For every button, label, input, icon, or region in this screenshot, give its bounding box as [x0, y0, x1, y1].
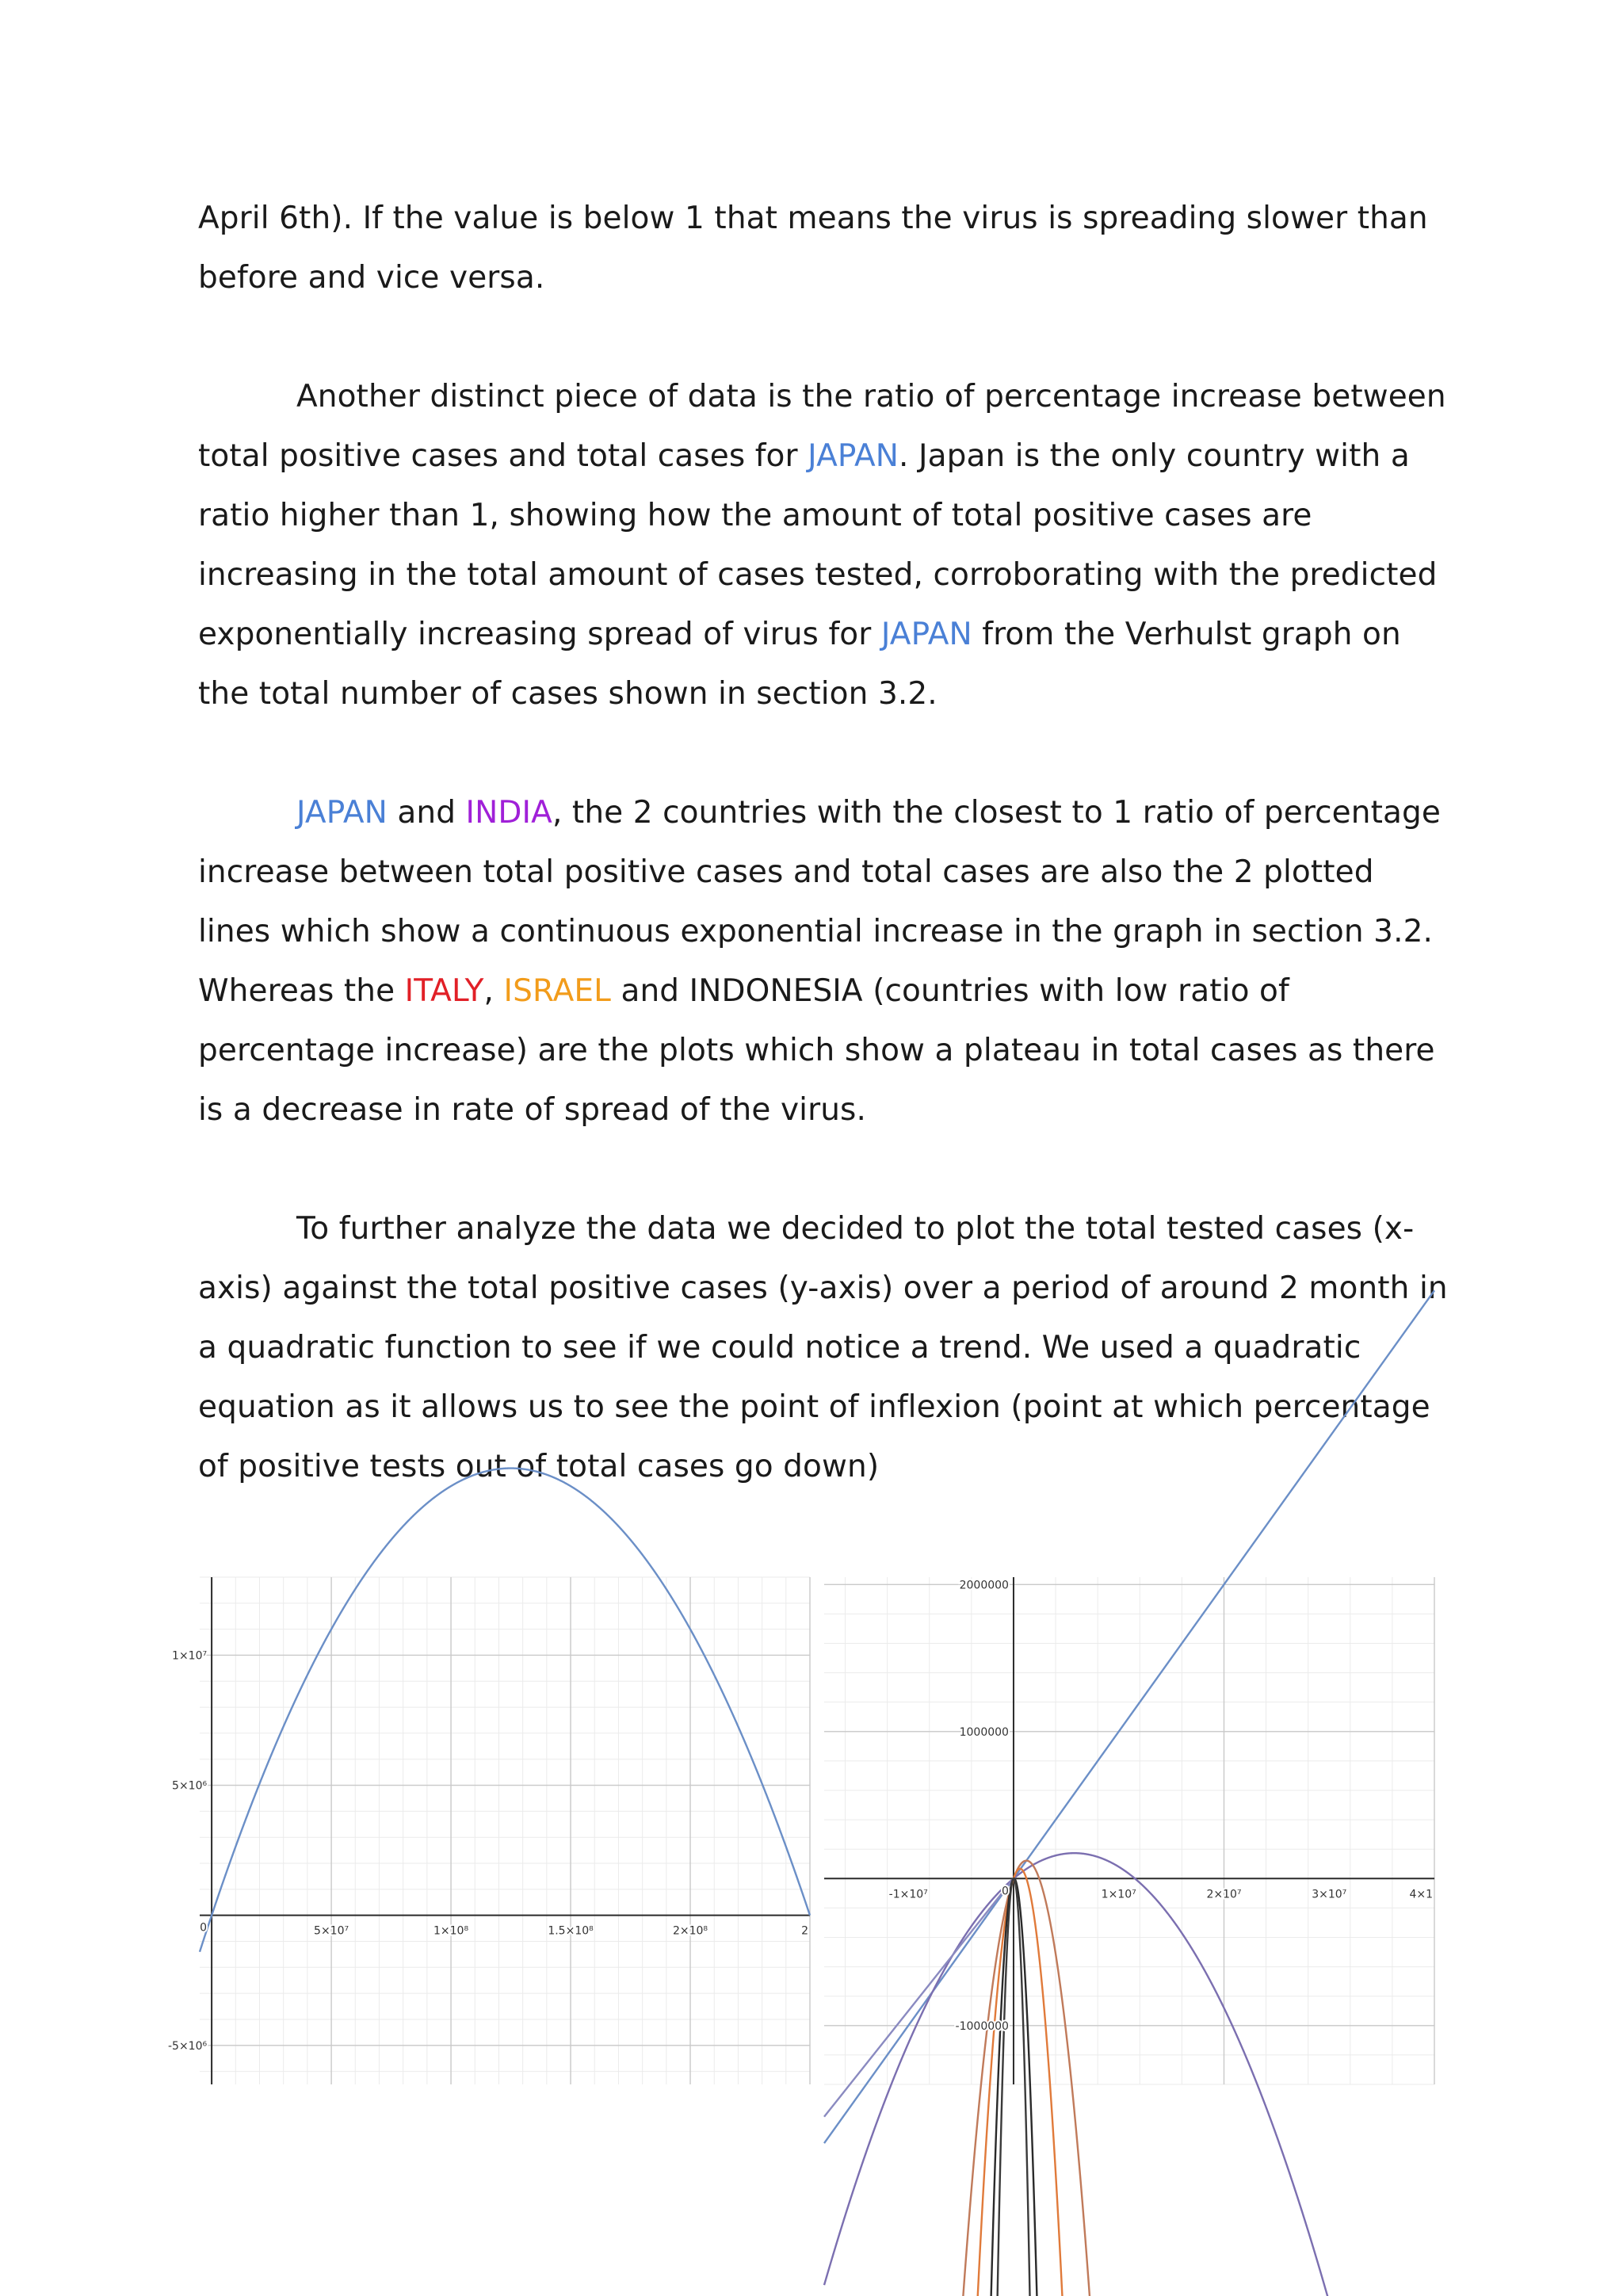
tick-label: 2 — [801, 1924, 808, 1938]
text-segment: ISRAEL — [503, 973, 611, 1009]
tick-label: 2000000 — [959, 1579, 1009, 1592]
plot-background — [824, 1577, 1434, 2084]
paragraph-4-text — [198, 1199, 1450, 1496]
paragraph-4 — [198, 1199, 1450, 1496]
paragraph-2 — [198, 367, 1450, 724]
tick-label: 1000000 — [959, 1725, 1009, 1739]
tick-label: 1×10⁷ — [1101, 1888, 1136, 1901]
tick-label: -1000000 — [955, 2019, 1009, 2033]
text-segment: Another distinct piece of data is the ratio of percentage increase between total positive cases and total cases for — [198, 379, 1446, 474]
tick-label: 0 — [200, 1921, 208, 1935]
text-segment: INDIA — [465, 795, 552, 831]
tick-label: 2×10⁸ — [672, 1924, 708, 1938]
paragraph-2-text — [198, 367, 1450, 724]
text-segment: April 6th). If the value is below 1 that means the virus is spreading slower than before and vice versa. — [198, 201, 1428, 296]
tick-label: -5×10⁶ — [167, 2039, 208, 2053]
left-graph-svg — [167, 1577, 810, 2084]
plot-background — [200, 1577, 810, 2084]
text-segment: and — [387, 795, 466, 831]
tick-label: 5×10⁷ — [314, 1924, 349, 1938]
paragraph-1-text — [198, 189, 1450, 308]
text-segment: , — [483, 973, 504, 1009]
tick-label: 2×10⁷ — [1206, 1888, 1242, 1901]
text-segment: JAPAN — [808, 438, 899, 474]
tick-label: 1×10⁷ — [172, 1649, 208, 1663]
text-segment: . Japan is the only country with a ratio higher than 1, showing how the amount of total positive cases are increasing in the total amount of cases tested, corroborating with the predicted exponentially increasing spread of virus for — [198, 438, 1438, 652]
right-graph-svg — [824, 1577, 1434, 2084]
paragraph-3 — [198, 783, 1450, 1140]
right-graph — [824, 1577, 1434, 2084]
text-segment: JAPAN — [296, 795, 388, 831]
text-segment: To further analyze the data we decided to plot the total tested cases (x-axis) against the total positive cases (y-axis) over a period of around 2 month in a quadratic function to see if we could notice a trend. We used a quadratic equation as it allows us to see the point of inflexion (point at which percentage of positive tests out of total cases go down) — [198, 1211, 1448, 1484]
tick-label: -1×10⁷ — [888, 1888, 928, 1901]
paragraph-1 — [198, 189, 1450, 308]
text-segment: ITALY — [404, 973, 484, 1009]
text-segment: and INDONESIA (countries with low ratio of percentage increase) are the plots which show a plateau in total cases as there is a decrease in rate of spread of the virus. — [198, 973, 1435, 1128]
tick-label: 4×1 — [1409, 1888, 1433, 1901]
left-graph — [167, 1577, 810, 2084]
tick-label: 1.5×10⁸ — [548, 1924, 594, 1938]
text-segment: from the Verhulst graph on the total number of cases shown in section 3.2. — [198, 617, 1401, 712]
text-segment: JAPAN — [880, 617, 972, 652]
tick-label: 5×10⁶ — [172, 1779, 208, 1793]
tick-label: 0 — [1002, 1885, 1009, 1898]
tick-label: 3×10⁷ — [1312, 1888, 1347, 1901]
text-segment: , the 2 countries with the closest to 1 ratio of percentage increase between total positive cases and total cases are also the 2 plotted lines which show a continuous exponential increase in the graph in section 3.2. Whereas the — [198, 795, 1441, 1009]
tick-label: 1×10⁸ — [433, 1924, 469, 1938]
paragraph-3-text — [198, 783, 1450, 1140]
